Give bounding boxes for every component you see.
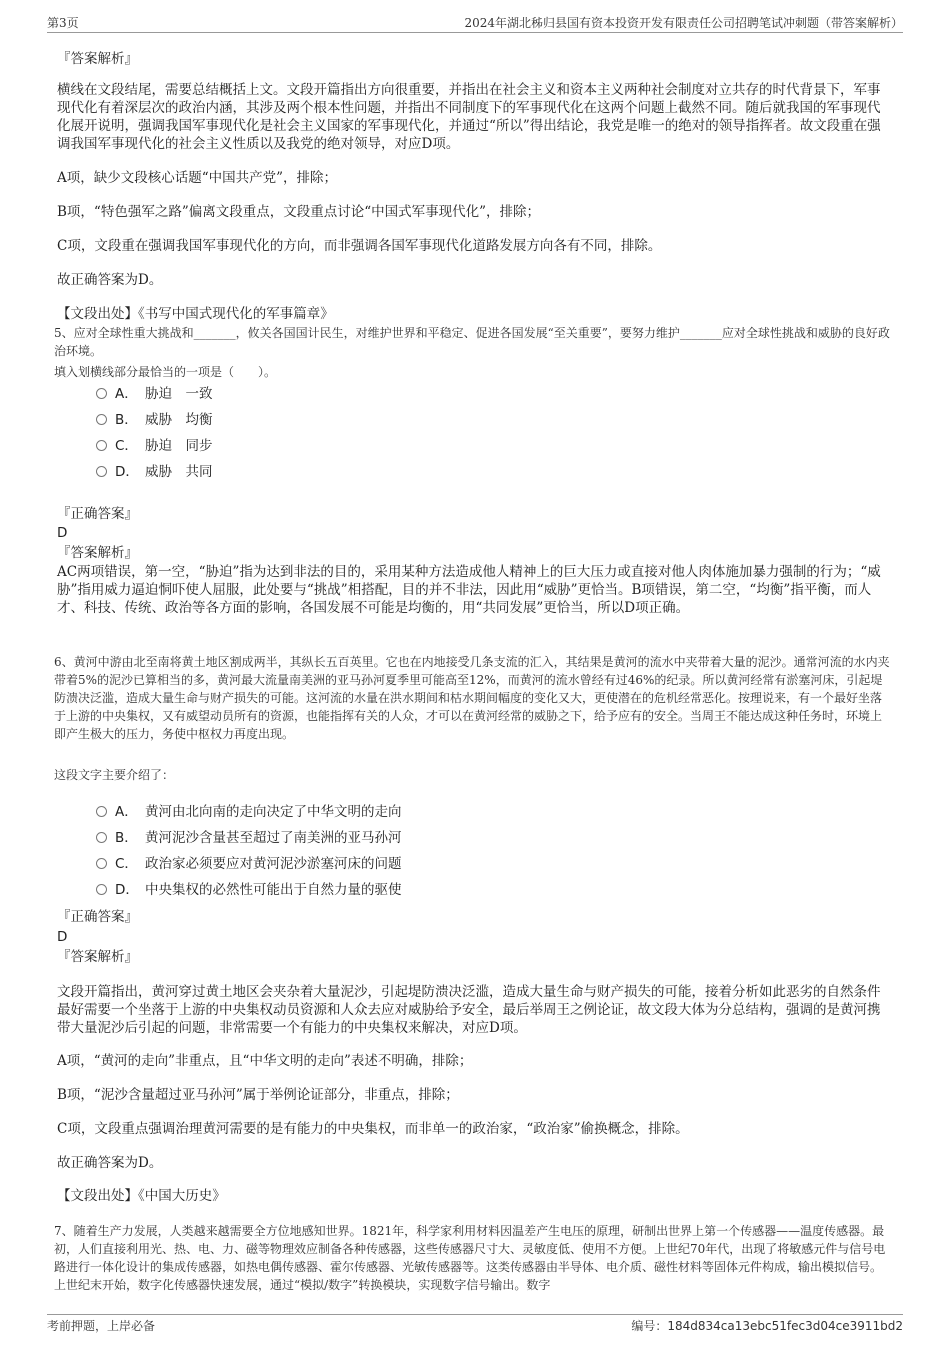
document-code: 编号：184d834ca13ebc51fec3d04ce3911bd2 [631,1319,903,1333]
q5-option-a[interactable]: A． 胁迫 一致 [96,384,213,404]
q6-option-c[interactable]: C． 政治家必须要应对黄河泥沙淤塞河床的问题 [96,854,402,874]
radio-icon[interactable] [96,388,107,399]
radio-icon[interactable] [96,806,107,817]
q6-answer-label: 『正确答案』 [57,909,138,925]
q4-conclusion: 故正确答案为D。 [57,272,163,288]
q6-conclusion: 故正确答案为D。 [57,1155,163,1171]
q6-prompt: 这段文字主要介绍了： [54,768,175,782]
q4-analysis: 横线在文段结尾，需要总结概括上文。文段开篇指出方向很重要，并指出在社会主义和资本主义两种社会制度对立共存的时代背景下，军事现代化有着深层次的政治内涵，其涉及两个根本性问题，并指出不同制度下的军事现代化在这两个问题上截然不同。随后就我国的军事现代化展开说明，强调我国军事现代化是社会主义国家的军事现代化，并通过“所以”得出结论，我党是唯一的绝对的领导指挥者。故文段重在强调我国军事现代化的社会主义性质以及我党的绝对领导，对应D项。 [57,82,881,152]
q5-option-d[interactable]: D． 威胁 共同 [96,462,213,482]
q6-option-b-analysis: B项，“泥沙含量超过亚马孙河”属于举例论证部分，非重点，排除； [57,1087,459,1103]
q5-analysis-label: 『答案解析』 [57,545,138,561]
radio-icon[interactable] [96,884,107,895]
page-number: 第3页 [47,16,79,30]
q6-option-a[interactable]: A． 黄河由北向南的走向决定了中华文明的走向 [96,802,402,822]
radio-icon[interactable] [96,832,107,843]
radio-icon[interactable] [96,858,107,869]
q4-analysis-label: 『答案解析』 [57,51,138,67]
q4-option-c-analysis: C项，文段重在强调我国军事现代化的方向，而非强调各国军事现代化道路发展方向各有不同，排除。 [57,238,662,254]
document-title: 2024年湖北秭归县国有资本投资开发有限责任公司招聘笔试冲刺题（带答案解析） [464,16,903,30]
q5-option-c[interactable]: C． 胁迫 同步 [96,436,213,456]
radio-icon[interactable] [96,466,107,477]
q7-stem: 7、随着生产力发展，人类越来越需要全方位地感知世界。1821年，科学家利用材料因温差产生电压的原理，研制出世界上第一个传感器——温度传感器。最初，人们直接利用光、热、电、力、磁等物理效应制备各种传感器，这些传感器尺寸大、灵敏度低、使用不方便。上世纪70年代，出现了将敏感元件与信号电路进行一体化设计的集成传感器，如热电偶传感器、霍尔传感器、光敏传感器等。这类传感器由半导体、电介质、磁性材料等固体元件构成，输出模拟信号。上世纪末开始，数字化传感器快速发展，通过“模拟/数字”转换模块，实现数字信号输出。数字 [54,1224,886,1292]
page-footer [47,1314,903,1335]
page-header [47,14,903,33]
footer-slogan: 考前押题，上岸必备 [47,1319,156,1333]
q5-prompt: 填入划横线部分最恰当的一项是（ ）。 [54,365,277,379]
q5-analysis: AC两项错误，第一空，“胁迫”指为达到非法的目的，采用某种方法造成他人精神上的巨大压力或直接对他人肉体施加暴力强制的行为；“威胁”指用威力逼迫恫吓使人屈服，此处要与“挑战”相搭配，目的并不非法，因此用“威胁”更恰当。B项错误，第二空，“均衡”指平衡，而人才、科技、传统、政治等各方面的影响，各国发展不可能是均衡的，用“共同发展”更恰当，所以D项正确。 [57,564,881,616]
q6-analysis: 文段开篇指出，黄河穿过黄土地区会夹杂着大量泥沙，引起堤防溃决泛滥，造成大量生命与财产损失的可能，接着分析如此恶劣的自然条件最好需要一个坐落于上游的中央集权动员资源和人众去应对威胁给予安全，最后举周王之例论证，故文段大体为分总结构，强调的是黄河携带大量泥沙后引起的问题，非常需要一个有能力的中央集权来解决，对应D项。 [57,984,881,1036]
q5-answer-label: 『正确答案』 [57,506,138,522]
q5-stem: 5、应对全球性重大挑战和_______，攸关各国国计民生，对维护世界和平稳定、促进各国发展“至关重要”，要努力维护_______应对全球性挑战和威胁的良好政治环境。 [54,326,890,358]
q6-option-d[interactable]: D． 中央集权的必然性可能出于自然力量的驱使 [96,880,402,900]
q4-source: 【文段出处】《书写中国式现代化的军事篇章》 [57,306,334,322]
q5-option-b[interactable]: B． 威胁 均衡 [96,410,213,430]
radio-icon[interactable] [96,440,107,451]
radio-icon[interactable] [96,414,107,425]
q6-answer: D [57,929,68,945]
q6-analysis-label: 『答案解析』 [57,949,138,965]
q6-stem: 6、黄河中游由北至南将黄土地区割成两半，其纵长五百英里。它也在内地接受几条支流的汇入，其结果是黄河的流水中夹带着大量的泥沙。通常河流的水内夹带着5%的泥沙已算相当的多，黄河最大流量南美洲的亚马孙河夏季里可能高至12%，而黄河的流水曾经有过46%的纪录。所以黄河经常有淤塞河床，引起堤防溃决泛滥，造成大量生命与财产损失的可能。这河流的水量在洪水期间和枯水期间幅度的变化又大，更使潜在的危机经常恶化。按理说来，有一个最好坐落于上游的中央集权，又有威望动员所有的资源，也能指挥有关的人众，才可以在黄河经常的威胁之下，给予应有的安全。当周王不能达成这种任务时，环境上即产生极大的压力，务使中枢权力再度出现。 [54,655,890,741]
q4-option-a-analysis: A项，缺少文段核心话题“中国共产党”，排除； [57,170,338,186]
q6-option-b[interactable]: B． 黄河泥沙含量甚至超过了南美洲的亚马孙河 [96,828,402,848]
q6-option-a-analysis: A项，“黄河的走向”非重点，且“中华文明的走向”表述不明确，排除； [57,1053,473,1069]
q6-source: 【文段出处】《中国大历史》 [57,1188,226,1204]
q4-option-b-analysis: B项，“特色强军之路”偏离文段重点，文段重点讨论“中国式军事现代化”，排除； [57,204,541,220]
q6-option-c-analysis: C项，文段重点强调治理黄河需要的是有能力的中央集权，而非单一的政治家，“政治家”偷换概念，排除。 [57,1121,689,1137]
q5-answer: D [57,525,68,541]
